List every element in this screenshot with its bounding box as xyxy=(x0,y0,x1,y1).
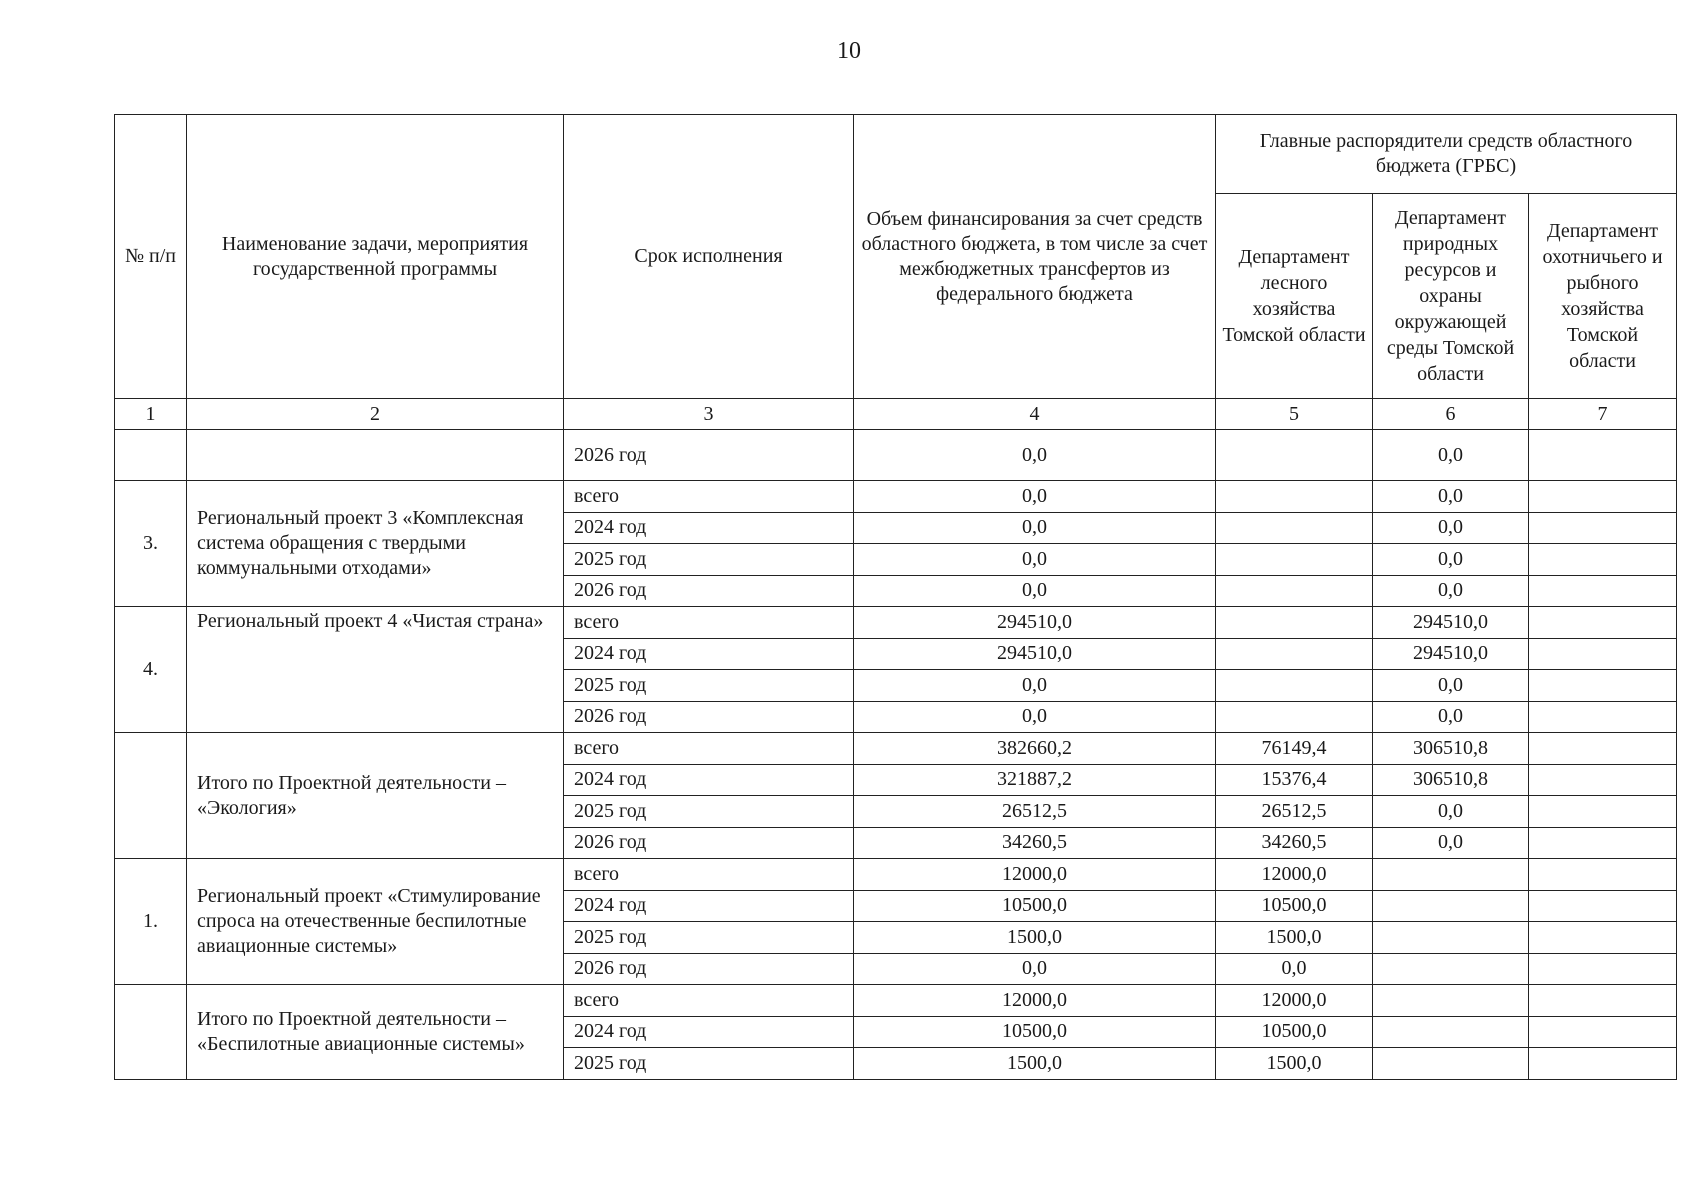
period-cell: 2026 год xyxy=(564,827,854,859)
table-body xyxy=(115,430,1677,1080)
total-cell: 1500,0 xyxy=(854,1048,1216,1080)
total-cell: 0,0 xyxy=(854,670,1216,702)
hunting-fishing-cell xyxy=(1529,481,1677,513)
total-cell: 12000,0 xyxy=(854,985,1216,1017)
header-natural-resources-department: Департамент природных ресурсов и охраны окружающей среды Томской области xyxy=(1373,194,1529,399)
table-row xyxy=(115,430,1677,481)
forestry-cell xyxy=(1216,701,1373,733)
period-cell: всего xyxy=(564,859,854,891)
task-name: Итого по Проектной деятельности – «Экология» xyxy=(187,733,564,859)
natural-resources-cell xyxy=(1373,1016,1529,1048)
forestry-cell: 12000,0 xyxy=(1216,859,1373,891)
forestry-cell: 12000,0 xyxy=(1216,985,1373,1017)
column-number: 4 xyxy=(854,399,1216,430)
total-cell: 0,0 xyxy=(854,512,1216,544)
period-cell: 2024 год xyxy=(564,890,854,922)
forestry-cell: 34260,5 xyxy=(1216,827,1373,859)
hunting-fishing-cell xyxy=(1529,827,1677,859)
natural-resources-cell xyxy=(1373,859,1529,891)
total-cell: 1500,0 xyxy=(854,922,1216,954)
period-cell: 2024 год xyxy=(564,512,854,544)
header-grbs: Главные распорядители средств областного бюджета (ГРБС) xyxy=(1216,115,1677,194)
period-cell: 2024 год xyxy=(564,638,854,670)
total-cell: 0,0 xyxy=(854,430,1216,481)
forestry-cell: 10500,0 xyxy=(1216,890,1373,922)
column-number: 5 xyxy=(1216,399,1373,430)
forestry-cell xyxy=(1216,512,1373,544)
budget-table xyxy=(114,114,1677,1080)
hunting-fishing-cell xyxy=(1529,953,1677,985)
natural-resources-cell: 306510,8 xyxy=(1373,764,1529,796)
column-number: 3 xyxy=(564,399,854,430)
task-name: Региональный проект «Стимулирование спроса на отечественные беспилотные авиационные системы» xyxy=(187,859,564,985)
column-number: 1 xyxy=(115,399,187,430)
header-row-number: № п/п xyxy=(115,115,187,399)
natural-resources-cell: 0,0 xyxy=(1373,481,1529,513)
header-forestry-department: Департамент лесного хозяйства Томской области xyxy=(1216,194,1373,399)
forestry-cell xyxy=(1216,430,1373,481)
row-number: 4. xyxy=(115,607,187,733)
period-cell: всего xyxy=(564,607,854,639)
table-row xyxy=(115,607,1677,639)
row-number xyxy=(115,985,187,1080)
natural-resources-cell: 294510,0 xyxy=(1373,607,1529,639)
hunting-fishing-cell xyxy=(1529,1048,1677,1080)
period-cell: 2025 год xyxy=(564,922,854,954)
table-row xyxy=(115,859,1677,891)
period-cell: 2026 год xyxy=(564,430,854,481)
period-cell: 2025 год xyxy=(564,670,854,702)
header-funding-volume: Объем финансирования за счет средств областного бюджета, в том числе за счет межбюджетных трансфертов из федерального бюджета xyxy=(854,115,1216,399)
column-numbers-row xyxy=(115,399,1677,430)
forestry-cell: 0,0 xyxy=(1216,953,1373,985)
natural-resources-cell xyxy=(1373,953,1529,985)
forestry-cell xyxy=(1216,607,1373,639)
hunting-fishing-cell xyxy=(1529,1016,1677,1048)
row-number xyxy=(115,733,187,859)
forestry-cell xyxy=(1216,481,1373,513)
forestry-cell: 15376,4 xyxy=(1216,764,1373,796)
total-cell: 0,0 xyxy=(854,575,1216,607)
total-cell: 0,0 xyxy=(854,544,1216,576)
row-number: 1. xyxy=(115,859,187,985)
natural-resources-cell: 0,0 xyxy=(1373,430,1529,481)
forestry-cell xyxy=(1216,670,1373,702)
hunting-fishing-cell xyxy=(1529,430,1677,481)
hunting-fishing-cell xyxy=(1529,796,1677,828)
natural-resources-cell: 0,0 xyxy=(1373,701,1529,733)
hunting-fishing-cell xyxy=(1529,890,1677,922)
total-cell: 321887,2 xyxy=(854,764,1216,796)
hunting-fishing-cell xyxy=(1529,733,1677,765)
period-cell: всего xyxy=(564,733,854,765)
total-cell: 382660,2 xyxy=(854,733,1216,765)
hunting-fishing-cell xyxy=(1529,544,1677,576)
period-cell: 2026 год xyxy=(564,953,854,985)
natural-resources-cell: 0,0 xyxy=(1373,544,1529,576)
total-cell: 10500,0 xyxy=(854,1016,1216,1048)
hunting-fishing-cell xyxy=(1529,607,1677,639)
column-number: 7 xyxy=(1529,399,1677,430)
forestry-cell xyxy=(1216,544,1373,576)
task-name: Итого по Проектной деятельности – «Беспилотные авиационные системы» xyxy=(187,985,564,1080)
natural-resources-cell: 0,0 xyxy=(1373,796,1529,828)
hunting-fishing-cell xyxy=(1529,575,1677,607)
total-cell: 294510,0 xyxy=(854,607,1216,639)
forestry-cell: 1500,0 xyxy=(1216,922,1373,954)
natural-resources-cell xyxy=(1373,890,1529,922)
period-cell: 2024 год xyxy=(564,1016,854,1048)
hunting-fishing-cell xyxy=(1529,985,1677,1017)
period-cell: 2025 год xyxy=(564,1048,854,1080)
period-cell: 2025 год xyxy=(564,544,854,576)
column-number: 2 xyxy=(187,399,564,430)
natural-resources-cell xyxy=(1373,985,1529,1017)
hunting-fishing-cell xyxy=(1529,859,1677,891)
page-number: 10 xyxy=(837,38,861,64)
task-name xyxy=(187,430,564,481)
natural-resources-cell: 0,0 xyxy=(1373,827,1529,859)
forestry-cell: 10500,0 xyxy=(1216,1016,1373,1048)
forestry-cell: 26512,5 xyxy=(1216,796,1373,828)
hunting-fishing-cell xyxy=(1529,512,1677,544)
header-deadline: Срок исполнения xyxy=(564,115,854,399)
period-cell: всего xyxy=(564,985,854,1017)
total-cell: 34260,5 xyxy=(854,827,1216,859)
total-cell: 10500,0 xyxy=(854,890,1216,922)
natural-resources-cell: 0,0 xyxy=(1373,512,1529,544)
header-hunting-fishing-department: Департамент охотничьего и рыбного хозяйства Томской области xyxy=(1529,194,1677,399)
natural-resources-cell xyxy=(1373,1048,1529,1080)
natural-resources-cell: 294510,0 xyxy=(1373,638,1529,670)
hunting-fishing-cell xyxy=(1529,764,1677,796)
row-number: 3. xyxy=(115,481,187,607)
forestry-cell: 1500,0 xyxy=(1216,1048,1373,1080)
period-cell: 2026 год xyxy=(564,701,854,733)
period-cell: 2026 год xyxy=(564,575,854,607)
natural-resources-cell: 306510,8 xyxy=(1373,733,1529,765)
natural-resources-cell xyxy=(1373,922,1529,954)
hunting-fishing-cell xyxy=(1529,670,1677,702)
hunting-fishing-cell xyxy=(1529,638,1677,670)
period-cell: 2024 год xyxy=(564,764,854,796)
forestry-cell xyxy=(1216,575,1373,607)
row-number xyxy=(115,430,187,481)
table-row xyxy=(115,985,1677,1017)
total-cell: 12000,0 xyxy=(854,859,1216,891)
table-row xyxy=(115,481,1677,513)
forestry-cell: 76149,4 xyxy=(1216,733,1373,765)
total-cell: 0,0 xyxy=(854,481,1216,513)
table-row xyxy=(115,733,1677,765)
forestry-cell xyxy=(1216,638,1373,670)
total-cell: 294510,0 xyxy=(854,638,1216,670)
task-name: Региональный проект 4 «Чистая страна» xyxy=(187,607,564,733)
hunting-fishing-cell xyxy=(1529,701,1677,733)
column-number: 6 xyxy=(1373,399,1529,430)
period-cell: всего xyxy=(564,481,854,513)
task-name: Региональный проект 3 «Комплексная система обращения с твердыми коммунальными отходами» xyxy=(187,481,564,607)
total-cell: 26512,5 xyxy=(854,796,1216,828)
total-cell: 0,0 xyxy=(854,701,1216,733)
natural-resources-cell: 0,0 xyxy=(1373,575,1529,607)
total-cell: 0,0 xyxy=(854,953,1216,985)
header-task-name: Наименование задачи, мероприятия государственной программы xyxy=(187,115,564,399)
natural-resources-cell: 0,0 xyxy=(1373,670,1529,702)
hunting-fishing-cell xyxy=(1529,922,1677,954)
period-cell: 2025 год xyxy=(564,796,854,828)
